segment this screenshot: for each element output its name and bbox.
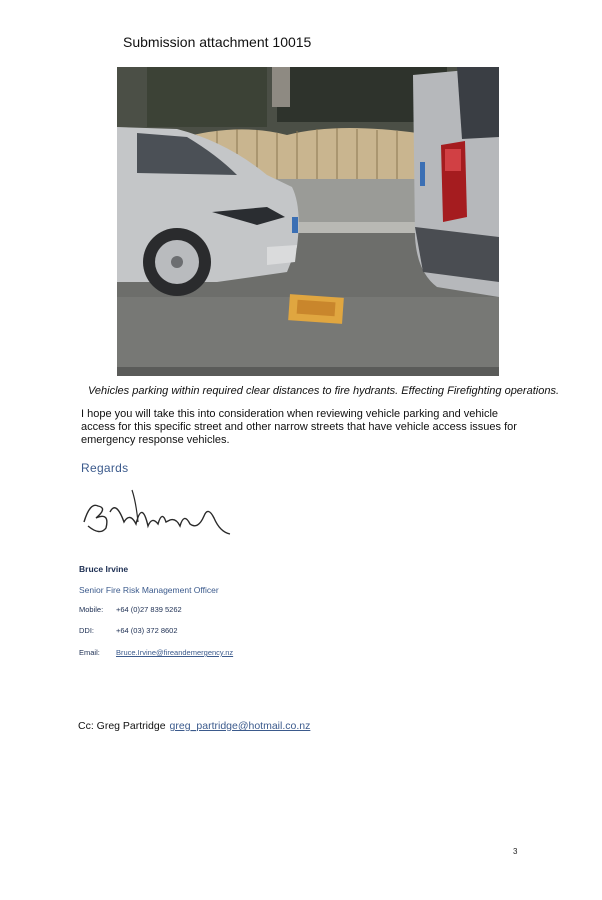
cc-label: Cc: Greg Partridge: [78, 720, 166, 732]
signatory-title: Senior Fire Risk Management Officer: [79, 585, 219, 595]
document-header-title: Submission attachment 10015: [123, 34, 312, 50]
page-number: 3: [513, 847, 518, 856]
cc-email-link[interactable]: greg_partridge@hotmail.co.nz: [169, 720, 311, 732]
signatory-name: Bruce Irvine: [79, 564, 129, 574]
mobile-number: +64 (0)27 839 5262: [116, 605, 182, 614]
hydrant-parking-photo: [117, 67, 499, 376]
ddi-label: DDI:: [79, 626, 94, 635]
ddi-number: +64 (03) 372 8602: [116, 626, 178, 635]
body-paragraph: I hope you will take this into consideration when reviewing vehicle parking and vehicle access for this specific street and other narrow streets that have vehicle access issues for emergency response vehicles.: [81, 408, 517, 446]
cc-line: [78, 720, 310, 732]
closing-regards: Regards: [81, 461, 129, 475]
handwritten-signature: [80, 482, 240, 547]
photo-caption: Vehicles parking within required clear distances to fire hydrants. Effecting Firefighting operations.: [88, 385, 560, 397]
email-label: Email:: [79, 648, 100, 657]
signatory-email-link[interactable]: Bruce.Irvine@fireandemergency.nz: [116, 648, 234, 657]
mobile-label: Mobile:: [79, 605, 104, 614]
